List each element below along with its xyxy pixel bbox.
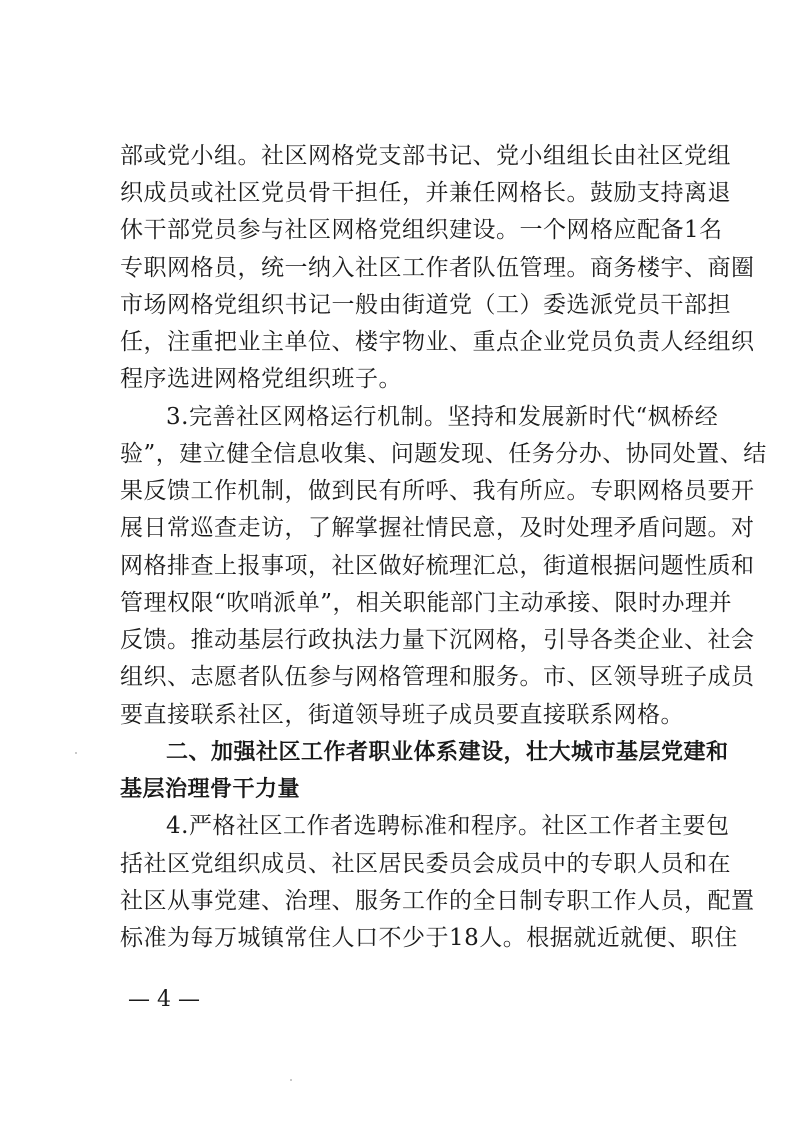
body-text-line: 网格排查上报事项，社区做好梳理汇总，街道根据问题性质和 — [120, 552, 755, 579]
body-text-line: 程序选进网格党组织班子。 — [120, 366, 402, 393]
body-text-line: 标准为每万城镇常住人口不少于18人。根据就近就便、职住 — [120, 925, 738, 951]
body-text-line: 休干部党员参与社区网格党组织建设。一个网格应配备1名 — [120, 217, 723, 244]
section-heading-2-continued: 基层治理骨干力量 — [120, 777, 301, 803]
body-text-line: 括社区党组织成员、社区居民委员会成员中的专职人员和在 — [120, 850, 731, 877]
scan-speck — [290, 1079, 292, 1081]
body-text-line: 验”，建立健全信息收集、问题发现、任务分办、协同处置、结 — [120, 440, 767, 467]
body-text-line: 任，注重把业主单位、楼宇物业、重点企业党员负责人经组织 — [120, 329, 755, 356]
body-text-line: 反馈。推动基层行政执法力量下沉网格，引导各类企业、社会 — [120, 627, 755, 654]
body-text-line: 果反馈工作机制，做到民有所呼、我有所应。专职网格员要开 — [120, 478, 755, 505]
scan-speck — [75, 752, 77, 754]
page-number: — 4 — — [128, 987, 200, 1012]
section-heading-2: 二、加强社区工作者职业体系建设，壮大城市基层党建和 — [166, 739, 729, 765]
body-text-line: 社区从事党建、治理、服务工作的全日制专职工作人员，配置 — [120, 887, 755, 914]
section-item-4-title-line: 4.严格社区工作者选聘标准和程序。社区工作者主要包 — [166, 813, 730, 840]
body-text-line: 专职网格员，统一纳入社区工作者队伍管理。商务楼宇、商圈 — [120, 254, 755, 281]
body-text-line: 管理权限“吹哨派单”，相关职能部门主动承接、限时办理并 — [120, 589, 733, 616]
body-text-line: 展日常巡查走访，了解掌握社情民意，及时处理矛盾问题。对 — [120, 515, 755, 542]
section-item-3-title-line: 3.完善社区网格运行机制。坚持和发展新时代“枫桥经 — [166, 403, 719, 430]
body-text-line: 织成员或社区党员骨干担任，并兼任网格长。鼓励支持离退 — [120, 180, 731, 207]
body-text-line: 市场网格党组织书记一般由街道党（工）委选派党员干部担 — [120, 291, 731, 318]
body-text-line: 要直接联系社区，街道领导班子成员要直接联系网格。 — [120, 701, 684, 728]
body-text-line: 部或党小组。社区网格党支部书记、党小组组长由社区党组 — [120, 143, 731, 169]
body-text-line: 组织、志愿者队伍参与网格管理和服务。市、区领导班子成员 — [120, 664, 755, 691]
